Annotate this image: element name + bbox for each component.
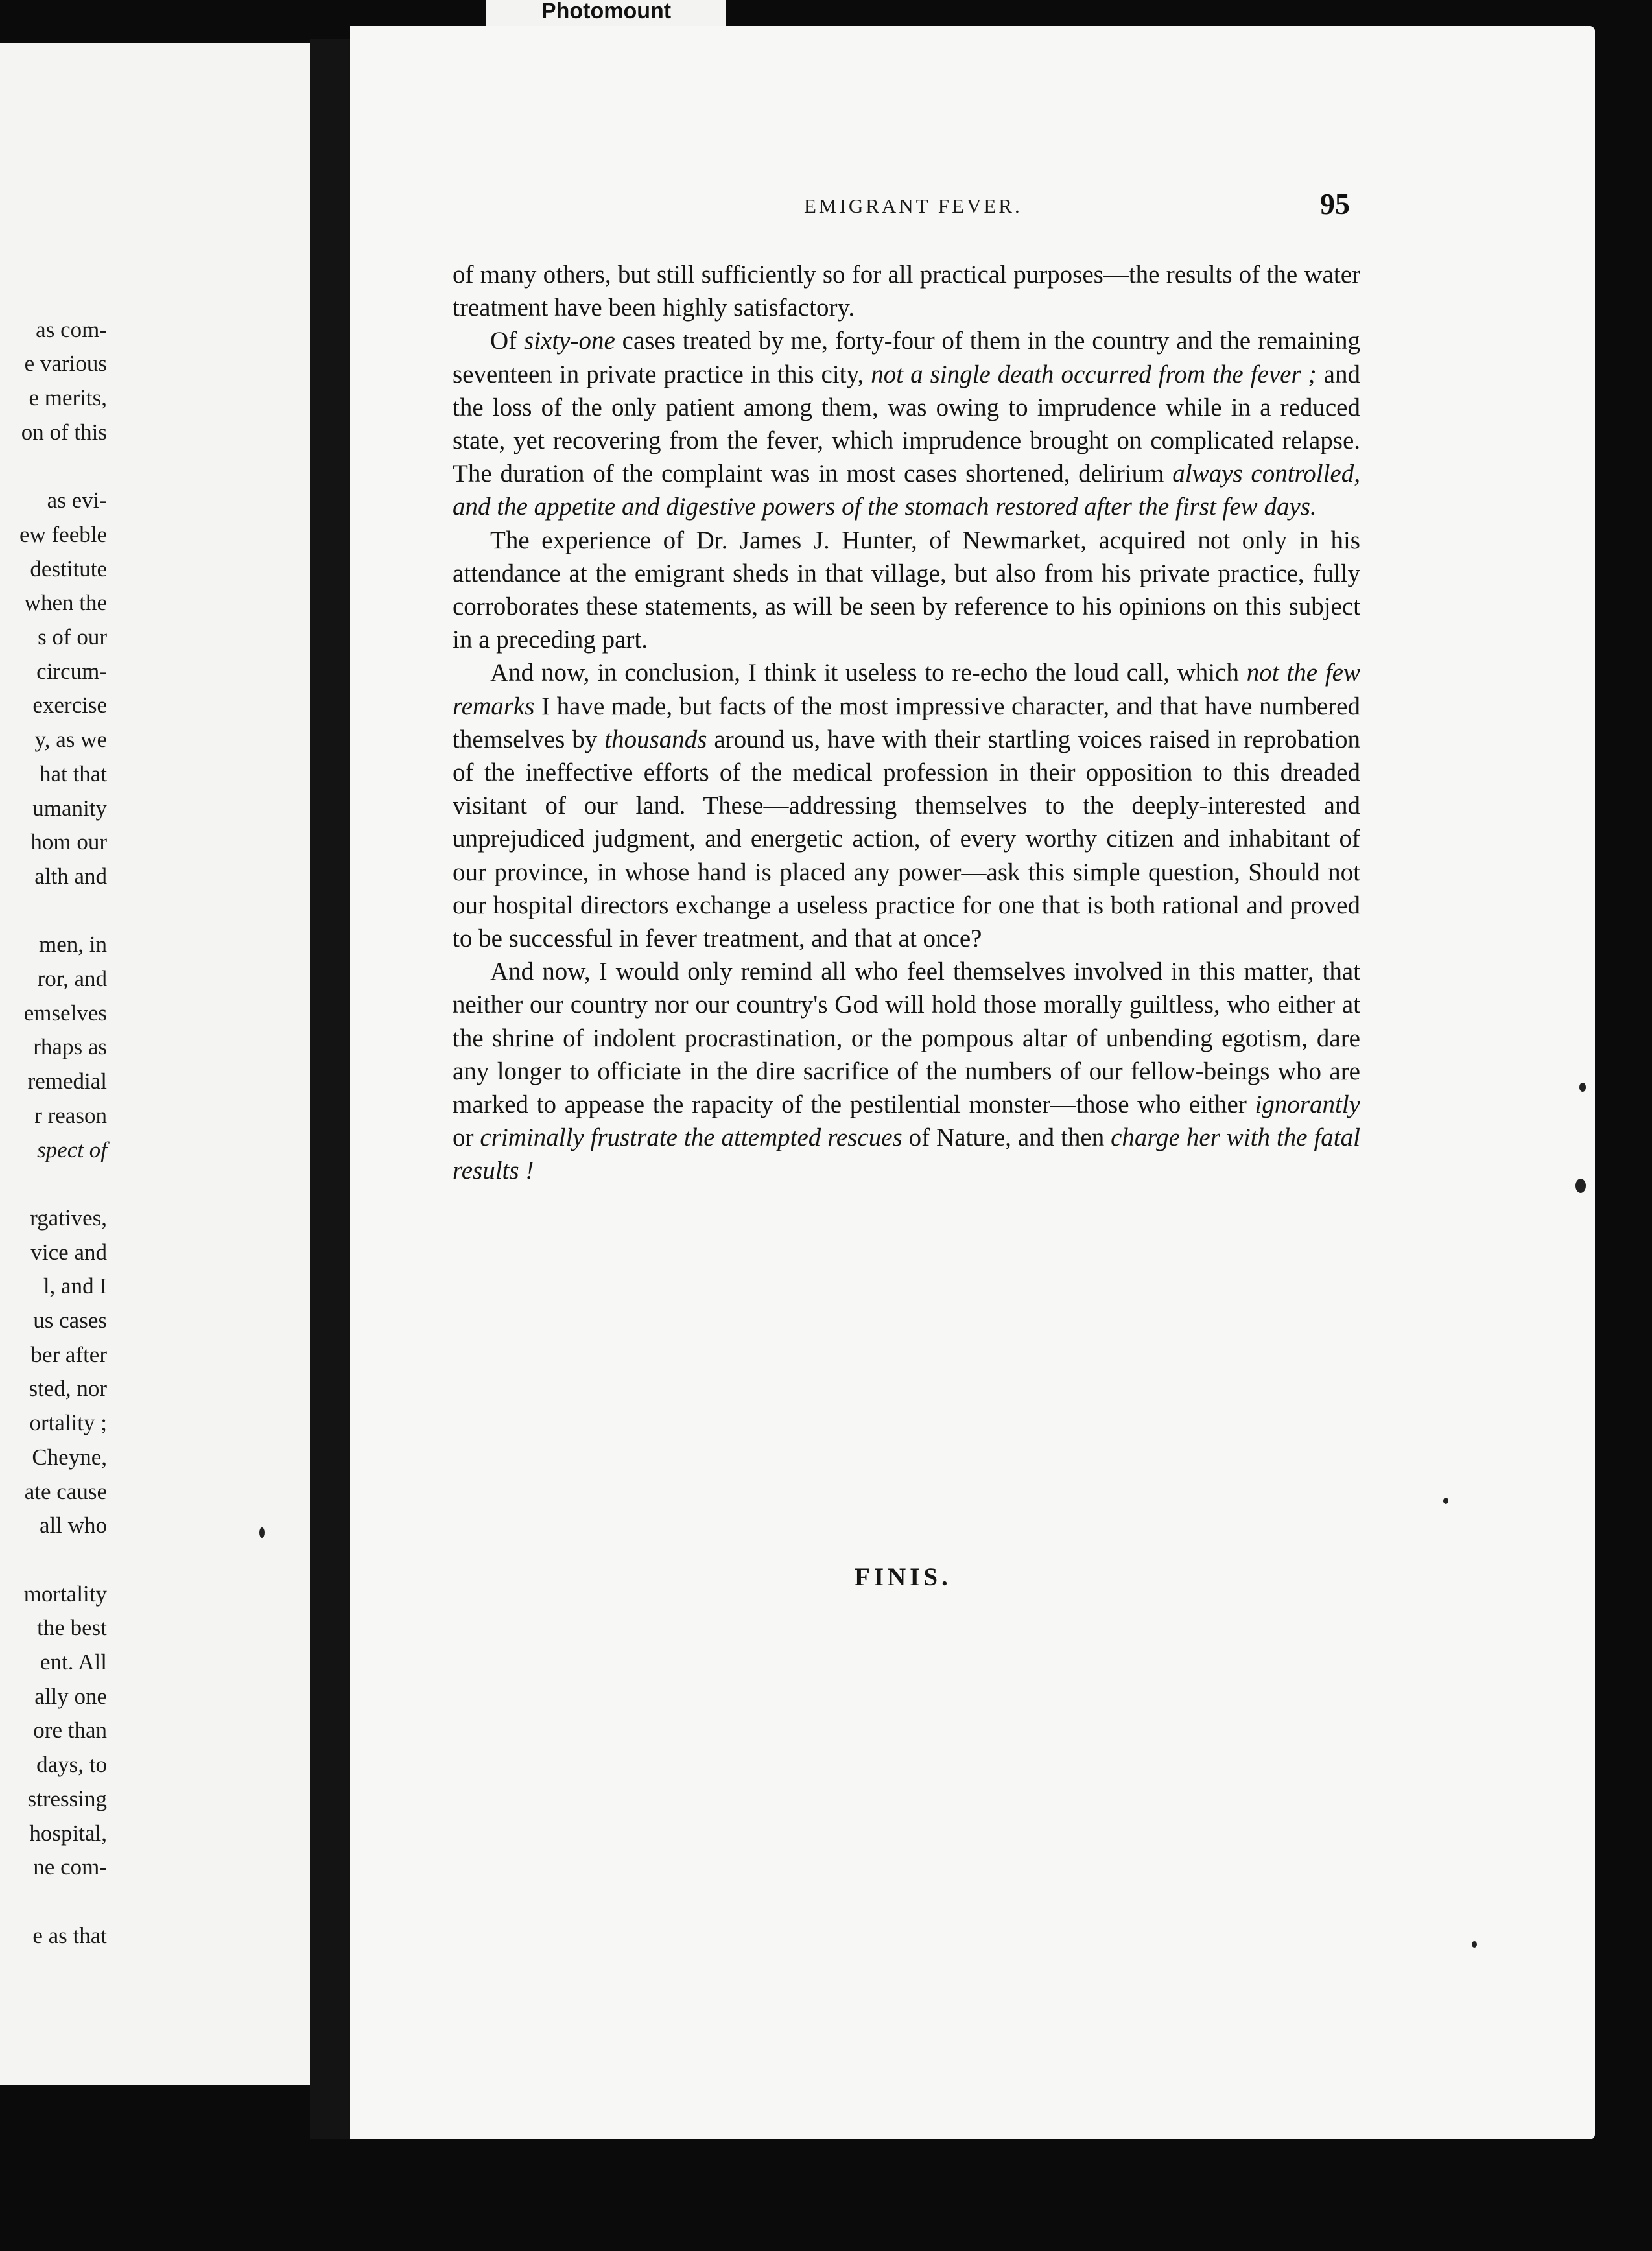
finis-heading: FINIS. — [855, 1563, 952, 1591]
left-page-line: emselves — [23, 1000, 107, 1026]
text-run: or — [453, 1124, 480, 1152]
paragraph — [453, 258, 1360, 324]
text-run: Of — [490, 327, 525, 355]
body-text — [453, 258, 1360, 1188]
paragraph — [453, 324, 1360, 523]
text-run: And now, in conclusion, I think it useless to re-echo the loud call, which — [490, 659, 1247, 687]
left-page-line: ne com- — [33, 1854, 107, 1880]
italic-run: not a single death occurred from the fever ; — [871, 360, 1317, 388]
italic-run: criminally frustrate the attempted rescues — [480, 1124, 903, 1152]
left-page — [0, 43, 310, 2085]
left-page-line: sted, nor — [29, 1376, 107, 1402]
scan-speck — [1472, 1941, 1477, 1948]
left-page-line: y, as we — [34, 727, 107, 753]
paragraph — [453, 656, 1360, 955]
left-page-line: l, and I — [43, 1273, 107, 1299]
left-page-line: ber after — [30, 1341, 107, 1367]
left-page-line: ror, and — [37, 966, 107, 991]
left-page-line: when the — [24, 590, 107, 616]
scan-speck — [1575, 1179, 1586, 1193]
left-page-line: destitute — [30, 556, 107, 582]
left-page-line: ortality ; — [29, 1410, 107, 1436]
scan-speck — [1579, 1083, 1586, 1092]
left-page-line: us cases — [33, 1308, 107, 1333]
photomount-label: Photomount — [486, 0, 726, 26]
left-page-line: alth and — [34, 863, 107, 889]
left-page-line: days, to — [36, 1752, 107, 1778]
italic-run: always controlled, and the appetite and digestive powers of the stomach restored after the first few days. — [453, 460, 1360, 521]
left-page-line: the best — [37, 1615, 107, 1641]
left-page-line: men, in — [39, 932, 107, 958]
left-page-line: ally one — [34, 1683, 107, 1709]
left-page-line: e various — [24, 351, 107, 377]
left-page-line: rgatives, — [30, 1205, 107, 1231]
scan-speck — [1443, 1498, 1448, 1504]
left-page-line: ate cause — [24, 1478, 107, 1504]
left-page-line: hom our — [30, 829, 107, 855]
italic-run: charge her with the fatal results ! — [453, 1124, 1360, 1185]
left-page-line: umanity — [32, 795, 107, 821]
text-run: around us, have with their startling voices raised in reprobation of the ineffective efforts of the medical profession in their opposition to this dreaded visitant of our land. These—addressing themselves to the deeply-interested and unprejudiced judgment, and energetic action, of every worthy citizen and inhabitant of our province, in whose hand is placed any power—ask this simple question, Should not our hospital directors exchange a useless practice for one that is both rational and proved to be successful in fever treatment, and that at once? — [453, 725, 1360, 953]
left-page-line: remedial — [27, 1068, 107, 1094]
running-head: EMIGRANT FEVER. — [804, 194, 1022, 217]
left-page-line: all who — [39, 1513, 107, 1538]
paragraph — [453, 955, 1360, 1187]
italic-run: ignorantly — [1255, 1090, 1360, 1119]
text-run: I have made, but facts of the most impressive character, and that have numbered themselves by — [453, 692, 1360, 753]
paragraph — [453, 524, 1360, 657]
left-page-line: circum- — [36, 658, 107, 684]
left-page-line: on of this — [21, 419, 107, 445]
left-page-line: mortality — [23, 1581, 107, 1607]
left-page-line: exercise — [32, 692, 107, 718]
text-run: The experience of Dr. James J. Hunter, of Newmarket, acquired not only in his attendance at the emigrant sheds in that village, but also from his private practice, fully corroborates these statements, as will be seen by reference to his opinions on this subject in a preceding part. — [453, 526, 1360, 654]
text-run: And now, I would only remind all who feel themselves involved in this matter, that neither our country nor our country's God will hold those morally guiltless, who either at the shrine of indolent procrastination, or the pompous altar of unbending egotism, dare any longer to officiate in the dire sacrifice of the numbers of our fellow-beings who are marked to appease the rapacity of the pestilential monster—those who either — [453, 958, 1360, 1119]
left-page-line: r reason — [34, 1102, 107, 1128]
text-run: and the loss of the only patient among them, was owing to imprudence while in a reduced state, yet recovering from the fever, which imprudence brought on complicated relapse. The duration of the complaint was in most cases shortened, delirium — [453, 360, 1360, 488]
left-page-line: Cheyne, — [32, 1444, 107, 1470]
left-page-line: e merits, — [29, 385, 107, 411]
text-run: of Nature, and then — [902, 1124, 1111, 1152]
text-run: cases treated by me, forty-four of them in the country and the remaining seventeen in private practice in this city, — [453, 327, 1360, 388]
page-number: 95 — [1320, 187, 1350, 220]
left-page-line: stressing — [27, 1785, 107, 1811]
left-page-line: hat that — [40, 760, 107, 786]
left-page-line: rhaps as — [33, 1034, 107, 1060]
left-page-line: ent. All — [40, 1649, 107, 1675]
left-page-line: as com- — [36, 316, 107, 342]
left-page-line: as evi- — [47, 488, 107, 513]
italic-run: not the few remarks — [453, 659, 1360, 720]
left-page-line: s of our — [38, 624, 107, 650]
italic-run: sixty-one — [524, 327, 615, 355]
left-page-line: spect of — [37, 1137, 107, 1162]
scan-speck — [259, 1527, 265, 1538]
left-page-line: hospital, — [29, 1820, 107, 1846]
italic-run: thousands — [604, 725, 707, 753]
left-page-line: vice and — [30, 1239, 107, 1265]
text-run: of many others, but still sufficiently so for all practical purposes—the results of the water treatment have been highly satisfactory. — [453, 261, 1360, 322]
left-page-line: ore than — [33, 1717, 107, 1743]
left-page-line: ew feeble — [19, 521, 107, 547]
left-page-line: e as that — [32, 1922, 107, 1948]
